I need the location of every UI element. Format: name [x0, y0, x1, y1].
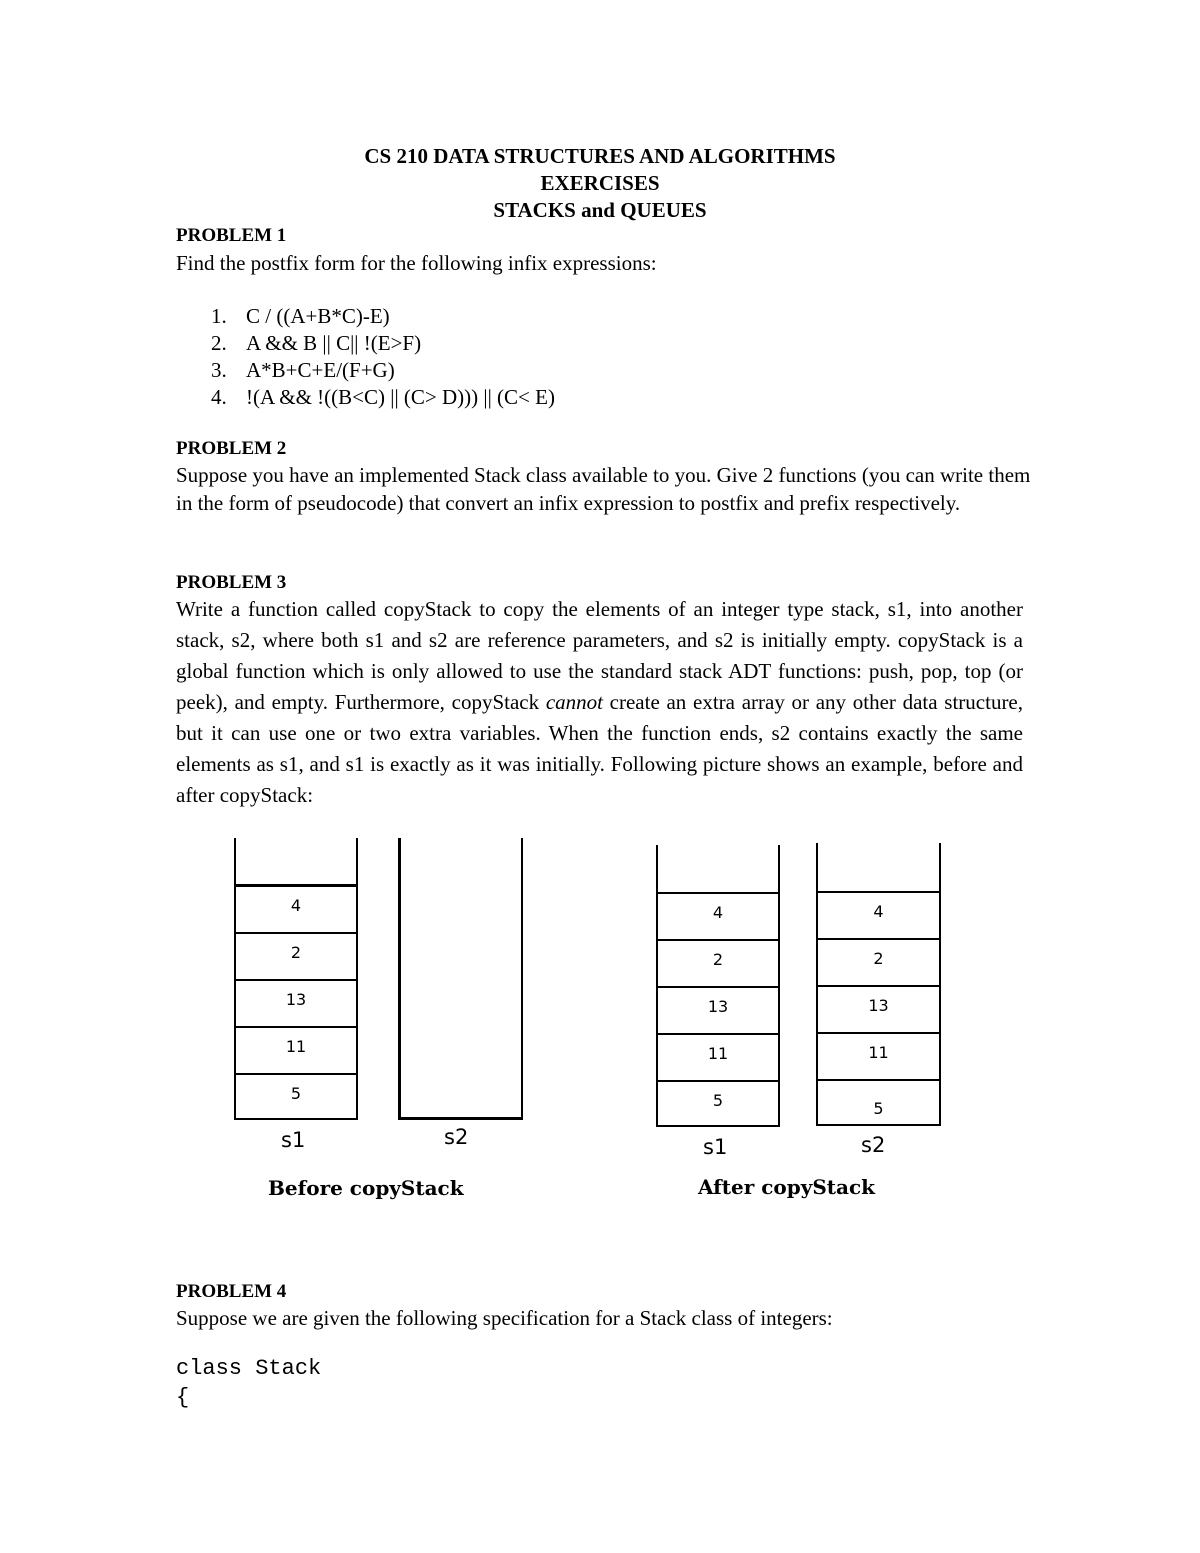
stack-element: 13 — [285, 990, 307, 1009]
problem1-heading: PROBLEM 1 — [176, 225, 287, 246]
after-s2-label: s2 — [861, 1133, 886, 1157]
problem4-text: Suppose we are given the following specification for a Stack class of integers: — [176, 1306, 833, 1330]
problem1-text: Find the postfix form for the following infix expressions: — [176, 251, 657, 275]
list-item-number: 1. — [211, 304, 227, 328]
stack-left-wall — [398, 838, 401, 1120]
stack-element: 4 — [712, 903, 724, 922]
exercises-subtitle: EXERCISES — [540, 171, 660, 195]
problem4-heading: PROBLEM 4 — [176, 1281, 287, 1302]
problem2-heading: PROBLEM 2 — [176, 438, 287, 459]
stack-bottom — [398, 1117, 523, 1120]
after-caption: After copyStack — [698, 1175, 876, 1199]
list-item — [211, 303, 555, 330]
code-line: class Stack — [176, 1356, 322, 1381]
after-stack-s2 — [816, 843, 941, 1126]
stack-element: 4 — [873, 902, 884, 921]
problem3-heading: PROBLEM 3 — [176, 572, 287, 593]
stack-element: 11 — [707, 1044, 729, 1063]
stack-right-wall — [521, 838, 523, 1120]
problem1-list — [211, 303, 555, 411]
problem2-text: Suppose you have an implemented Stack class available to you. Give 2 functions (you can write them in the form of pseudocode) that convert an infix expression to postfix and prefix respectively. — [176, 463, 1031, 515]
before-s1-label: s1 — [281, 1128, 306, 1152]
topic-title: STACKS and QUEUES — [493, 198, 707, 222]
list-item-number: 4. — [211, 385, 227, 409]
after-s1-label: s1 — [703, 1135, 728, 1159]
after-stack-s1 — [656, 845, 780, 1127]
stack-element: 2 — [873, 949, 884, 968]
stack-element: 4 — [290, 896, 302, 915]
list-item-expression: A*B+C+E/(F+G) — [246, 358, 395, 382]
stack-element: 5 — [712, 1091, 724, 1110]
stack-element: 13 — [707, 997, 729, 1016]
list-item-expression: A && B || C|| !(E>F) — [246, 331, 422, 355]
list-item — [211, 330, 555, 357]
list-item-expression: !(A && !((B<C) || (C> D))) || (C< E) — [246, 385, 555, 409]
stack-element: 13 — [868, 996, 889, 1015]
list-item — [211, 384, 555, 411]
stack-element: 5 — [290, 1084, 302, 1103]
problem3-text-part: create an extra array or any other data structure, but it can use one or two extra variables. When the function ends, s2 contains exactly the same elements as s1, and s1 is exactly as it was initially. Following picture shows an example, before and after copyStack: — [176, 690, 1024, 807]
stack-element: 2 — [712, 950, 724, 969]
course-title: CS 210 DATA STRUCTURES AND ALGORITHMS — [364, 144, 836, 168]
list-item-expression: C / ((A+B*C)-E) — [246, 304, 390, 328]
list-item-number: 2. — [211, 331, 227, 355]
problem3-text — [176, 594, 1023, 811]
before-stack-s1 — [234, 838, 358, 1120]
before-stack-s2 — [398, 838, 523, 1120]
stack-element: 2 — [290, 943, 302, 962]
problem3-text-part: Write a function called copyStack to copy the elements of an integer type stack, s1, into another stack, s2, where both s1 and s2 are reference parameters, and s2 is initially empty. copyStack is a global function which is only allowed to use the standard stack ADT functions: push, pop, top (or peek), and empty. Furthermore, copyStack — [176, 597, 1023, 714]
problem3-emphasis: cannot — [545, 690, 603, 714]
list-item — [211, 357, 555, 384]
before-s2-label: s2 — [444, 1125, 469, 1149]
stack-element: 11 — [285, 1037, 307, 1056]
code-line: { — [176, 1385, 190, 1410]
before-caption: Before copyStack — [268, 1176, 464, 1200]
stack-element: 11 — [868, 1043, 889, 1062]
list-item-number: 3. — [211, 358, 227, 382]
stack-element: 5 — [873, 1099, 884, 1118]
